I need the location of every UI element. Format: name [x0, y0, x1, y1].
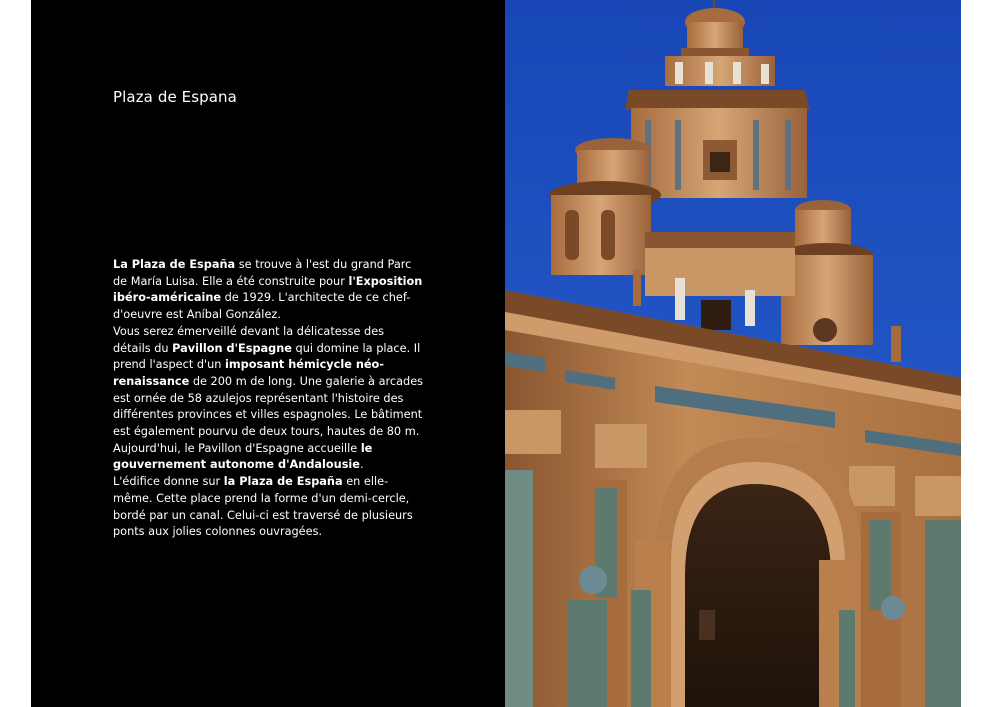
bold-text: Pavillon d'Espagne: [172, 341, 292, 355]
text-run: se trouve à l'est du grand Parc de María Luisa. Elle a été construite pour: [113, 258, 412, 288]
text-run: L'édifice donne sur: [113, 475, 224, 489]
tower-and-arch-photo: [505, 0, 961, 707]
bold-text: imposant hémicycle néo-renaissance: [113, 358, 384, 388]
text-run: qui domine la place. Il prend l'aspect d'un: [113, 341, 421, 372]
body-paragraph: [113, 324, 425, 474]
bold-text: le gouvernement autonome d'Andalousie: [113, 441, 373, 472]
body-text: [113, 257, 425, 541]
body-paragraph: [113, 257, 425, 324]
text-run: de 1929. L'architecte de ce chef-d'oeuvre est Aníbal González.: [113, 291, 411, 322]
book-spread: [31, 0, 961, 707]
page-title: Plaza de Espana: [113, 88, 237, 106]
bold-text: La Plaza de España: [113, 258, 236, 271]
text-run: de 200 m de long. Une galerie à arcades est ornée de 58 azulejos représentant l'histoire des différentes provinces et villes espagnoles. Le bâtiment est également pourvu de deux tours, hautes de 80 m. Aujourd'hui, le Pavillon d'Espagne accueille: [113, 374, 424, 455]
text-run: Vous serez émerveillé devant la délicatesse des détails du: [113, 324, 385, 355]
bold-text: l'Exposition ibéro-américaine: [113, 274, 423, 305]
bold-text: la Plaza de España: [223, 475, 343, 489]
left-page: [31, 0, 505, 707]
body-paragraph: [113, 474, 425, 541]
photo-page: [505, 0, 961, 707]
text-run: en elle-même. Cette place prend la forme d'un demi-cercle, bordé par un canal. Celui-ci est traversé de plusieurs ponts aux jolies colonnes ouvragées.: [113, 475, 413, 539]
text-run: .: [359, 458, 364, 472]
